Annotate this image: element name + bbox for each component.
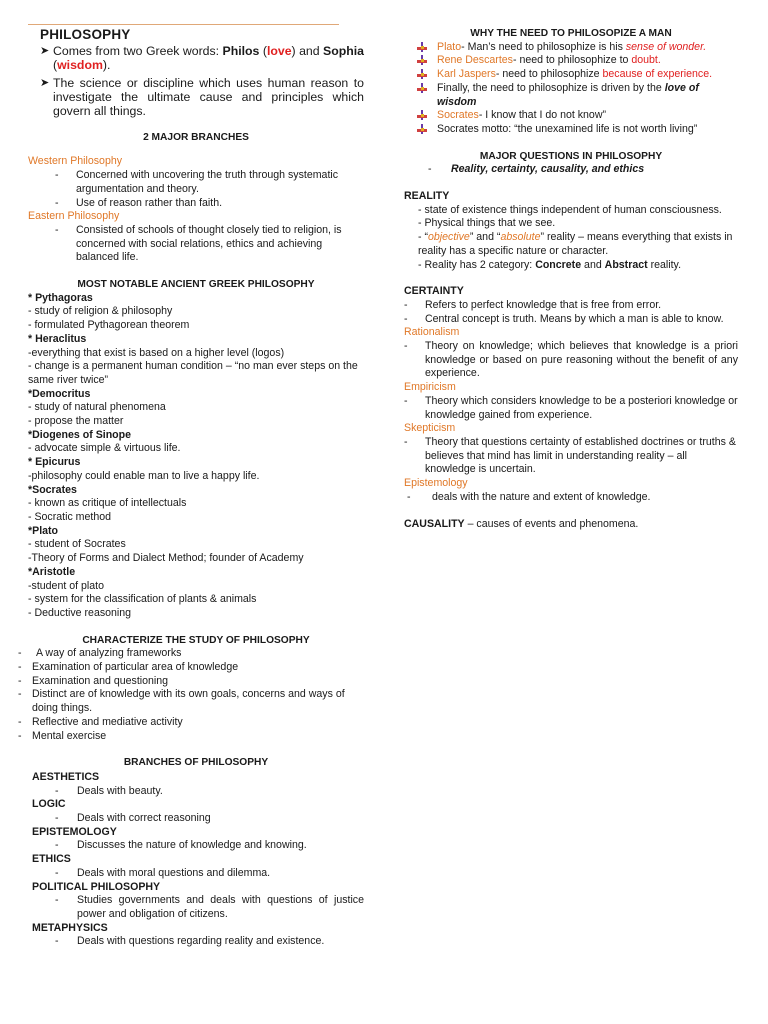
list-item: - Distinct are of knowledge with its own goals, concerns and ways of doing things. xyxy=(18,688,345,715)
branches-heading: BRANCHES OF PHILOSOPHY xyxy=(123,757,269,769)
philosopher-detail: - propose the matter xyxy=(28,415,124,428)
philosopher-detail: -philosophy could enable man to live a happy life. xyxy=(28,469,260,482)
philosopher-name: * Pythagoras xyxy=(28,291,93,304)
pin-bullet-icon xyxy=(416,110,428,121)
philosopher-name: *Socrates xyxy=(28,483,77,496)
branch-description: - Deals with correct reasoning xyxy=(55,812,211,825)
list-item: - Concerned with uncovering the truth through systematic argumentation and theory. xyxy=(55,169,339,195)
branch-name: POLITICAL PHILOSOPHY xyxy=(32,880,161,893)
questions-heading: MAJOR QUESTIONS IN PHILOSOPHY xyxy=(479,150,663,162)
philosopher-name: *Aristotle xyxy=(28,565,76,578)
pin-bullet-icon xyxy=(416,83,428,94)
pin-bullet-icon xyxy=(416,55,428,66)
philosopher-detail: -Theory of Forms and Dialect Method; founder of Academy xyxy=(28,552,304,565)
branch-description: - Deals with beauty. xyxy=(55,784,163,797)
list-item: - Refers to perfect knowledge that is free from error. xyxy=(404,298,662,311)
branch-description: - Discusses the nature of knowledge and knowing. xyxy=(55,839,307,852)
philosopher-detail: - study of religion & philosophy xyxy=(28,305,173,318)
philosopher-detail: - change is a permanent human condition – “no man ever steps on the same river twice” xyxy=(28,360,358,386)
philosopher-detail: -everything that exist is based on a higher level (logos) xyxy=(28,346,285,359)
philosopher-detail: - advocate simple & virtuous life. xyxy=(28,442,181,455)
list-item: - Reflective and mediative activity xyxy=(18,715,183,728)
branch-name: METAPHYSICS xyxy=(32,921,108,934)
list-item: - Reality, certainty, causality, and ethics xyxy=(428,163,645,176)
eastern-philosophy-label: Eastern Philosophy xyxy=(28,210,120,223)
philosopher-name: *Diogenes of Sinope xyxy=(28,428,132,441)
branch-description: - Deals with moral questions and dilemma. xyxy=(55,866,271,879)
empiricism-label: Empiricism xyxy=(404,381,456,394)
branch-description: - Deals with questions regarding reality and existence. xyxy=(55,935,325,948)
characterize-heading: CHARACTERIZE THE STUDY OF PHILOSOPHY xyxy=(82,634,310,646)
branch-description: - Studies governments and deals with questions of justice power and obligation of citizens. xyxy=(55,894,364,920)
skepticism-label: Skepticism xyxy=(404,422,456,435)
philosopher-detail: - study of natural phenomena xyxy=(28,401,166,414)
list-item: Socrates- I know that I do not know” xyxy=(416,109,738,123)
list-item: - A way of analyzing frameworks xyxy=(18,647,182,660)
right-column xyxy=(404,0,738,531)
epistemology-label: Epistemology xyxy=(404,477,468,490)
list-item: - Central concept is truth. Means by which a man is able to know. xyxy=(404,312,724,325)
philosopher-detail: - known as critique of intellectuals xyxy=(28,497,187,510)
why-heading: WHY THE NEED TO PHILOSOPIZE A MAN xyxy=(470,28,672,39)
reality-body: - state of existence things independent of human consciousness. - Physical things that we see. - “objective” and “absolute” reality – means everything that exists in reality has a specific nature or character. - Reality has 2 category: Concrete and Abstract reality. xyxy=(418,203,733,271)
causality-line: CAUSALITY – causes of events and phenomena. xyxy=(404,517,639,530)
certainty-heading: CERTAINTY xyxy=(404,285,464,298)
list-item: - Use of reason rather than faith. xyxy=(55,196,223,209)
branch-name: AESTHETICS xyxy=(32,770,100,783)
list-item: Karl Jaspers- need to philosophize because of experience. xyxy=(416,68,738,82)
greek-heading: MOST NOTABLE ANCIENT GREEK PHILOSOPHY xyxy=(77,279,315,291)
intro-line-2: ➤ The science or discipline which uses human reason to investigate the ultimate cause and principles which govern all things. xyxy=(40,75,364,118)
list-item: - Examination of particular area of knowledge xyxy=(18,661,239,674)
branch-name: EPISTEMOLOGY xyxy=(32,825,117,838)
arrow-icon: ➤ xyxy=(40,44,50,57)
philosopher-name: * Heraclitus xyxy=(28,332,87,345)
list-item: - Consisted of schools of thought closely tied to religion, is concerned with social relations, ethics and achieving balanced life. xyxy=(55,223,342,264)
list-item: - Theory that questions certainty of established doctrines or truths & believes that mind has limit in understanding reality – all knowledge is uncertain. xyxy=(404,435,736,476)
list-item: Plato- Man’s need to philosophize is his sense of wonder. xyxy=(416,41,738,55)
philosopher-detail: - Socratic method xyxy=(28,510,112,523)
list-item: - Theory which considers knowledge to be a posteriori knowledge or knowledge gained from experience. xyxy=(404,394,738,421)
philosopher-name: * Epicurus xyxy=(28,456,81,469)
arrow-icon: ➤ xyxy=(40,76,50,89)
pin-bullet-icon xyxy=(416,42,428,53)
why-list xyxy=(416,41,738,137)
branches-list xyxy=(28,771,364,949)
intro-line-1: ➤ Comes from two Greek words: Philos (love) and Sophia (wisdom). xyxy=(40,43,365,72)
major-branches-heading: 2 MAJOR BRANCHES xyxy=(143,131,249,143)
pin-bullet-icon xyxy=(416,124,428,135)
philosopher-detail: - Deductive reasoning xyxy=(28,606,132,619)
philosopher-detail: -student of plato xyxy=(28,579,104,592)
philosopher-detail: - student of Socrates xyxy=(28,538,126,551)
reality-heading: REALITY xyxy=(404,190,450,203)
western-philosophy-label: Western Philosophy xyxy=(28,155,123,168)
list-item: Socrates motto: “the unexamined life is not worth living” xyxy=(416,123,738,137)
pin-bullet-icon xyxy=(416,69,428,80)
list-item: Rene Descartes- need to philosophize to doubt. xyxy=(416,54,738,68)
left-column xyxy=(18,0,365,949)
rationalism-label: Rationalism xyxy=(404,326,460,339)
list-item: - Theory on knowledge; which believes that knowledge is a priori knowledge or based on pure reasoning without the benefit of any experience. xyxy=(404,340,738,380)
philosopher-name: *Democritus xyxy=(28,387,91,400)
characterize-list xyxy=(18,647,364,743)
greek-list xyxy=(28,292,364,621)
philosopher-detail: - system for the classification of plants & animals xyxy=(28,593,257,606)
list-item: Finally, the need to philosophize is driven by the love of wisdom xyxy=(416,82,738,109)
branch-name: LOGIC xyxy=(32,798,66,811)
philosopher-name: *Plato xyxy=(28,524,59,537)
list-item: - Examination and questioning xyxy=(18,674,169,687)
intro xyxy=(40,44,364,118)
branch-name: ETHICS xyxy=(32,853,71,866)
philosopher-detail: - formulated Pythagorean theorem xyxy=(28,319,190,332)
list-item: - Mental exercise xyxy=(18,729,107,742)
page-title: PHILOSOPHY xyxy=(40,27,131,42)
list-item: - deals with the nature and extent of knowledge. xyxy=(404,490,651,503)
